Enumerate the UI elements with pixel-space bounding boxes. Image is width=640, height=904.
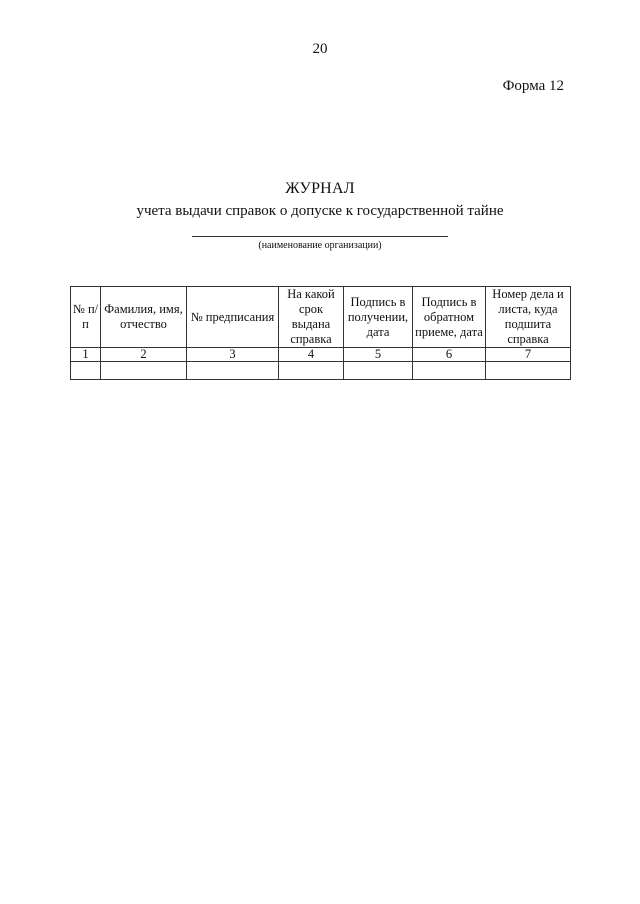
column-number: 2 <box>101 348 187 362</box>
table-cell <box>101 362 187 380</box>
document-subtitle: учета выдачи справок о допуске к государственной тайне <box>136 203 504 219</box>
header-cell-receipt-signature: Подпись в получении, дата <box>344 287 413 348</box>
table-cell <box>486 362 571 380</box>
page-number: 20 <box>312 41 328 57</box>
header-row <box>71 287 571 348</box>
table-row <box>71 362 571 380</box>
header-cell-file-sheet-number: Номер дела и листа, куда подшита справка <box>486 287 571 348</box>
form-label: Форма 12 <box>502 78 564 94</box>
document-title: ЖУРНАЛ <box>285 180 355 197</box>
organization-caption: (наименование организации) <box>258 240 382 251</box>
column-number: 7 <box>486 348 571 362</box>
column-number: 4 <box>279 348 344 362</box>
header-cell-validity-term: На какой срок выдана справка <box>279 287 344 348</box>
table-cell <box>187 362 279 380</box>
table-cell <box>279 362 344 380</box>
header-cell-full-name: Фамилия, имя, отчество <box>101 287 187 348</box>
header-cell-return-signature: Подпись в обратном приеме, дата <box>413 287 486 348</box>
column-number: 6 <box>413 348 486 362</box>
journal-table <box>70 286 571 380</box>
column-number-row <box>71 348 571 362</box>
column-number: 1 <box>71 348 101 362</box>
header-cell-order-number: № предписания <box>187 287 279 348</box>
table-cell <box>344 362 413 380</box>
table-cell <box>413 362 486 380</box>
column-number: 3 <box>187 348 279 362</box>
column-number: 5 <box>344 348 413 362</box>
table-cell <box>71 362 101 380</box>
organization-name-line <box>192 236 448 237</box>
header-cell-number: № п/п <box>71 287 101 348</box>
